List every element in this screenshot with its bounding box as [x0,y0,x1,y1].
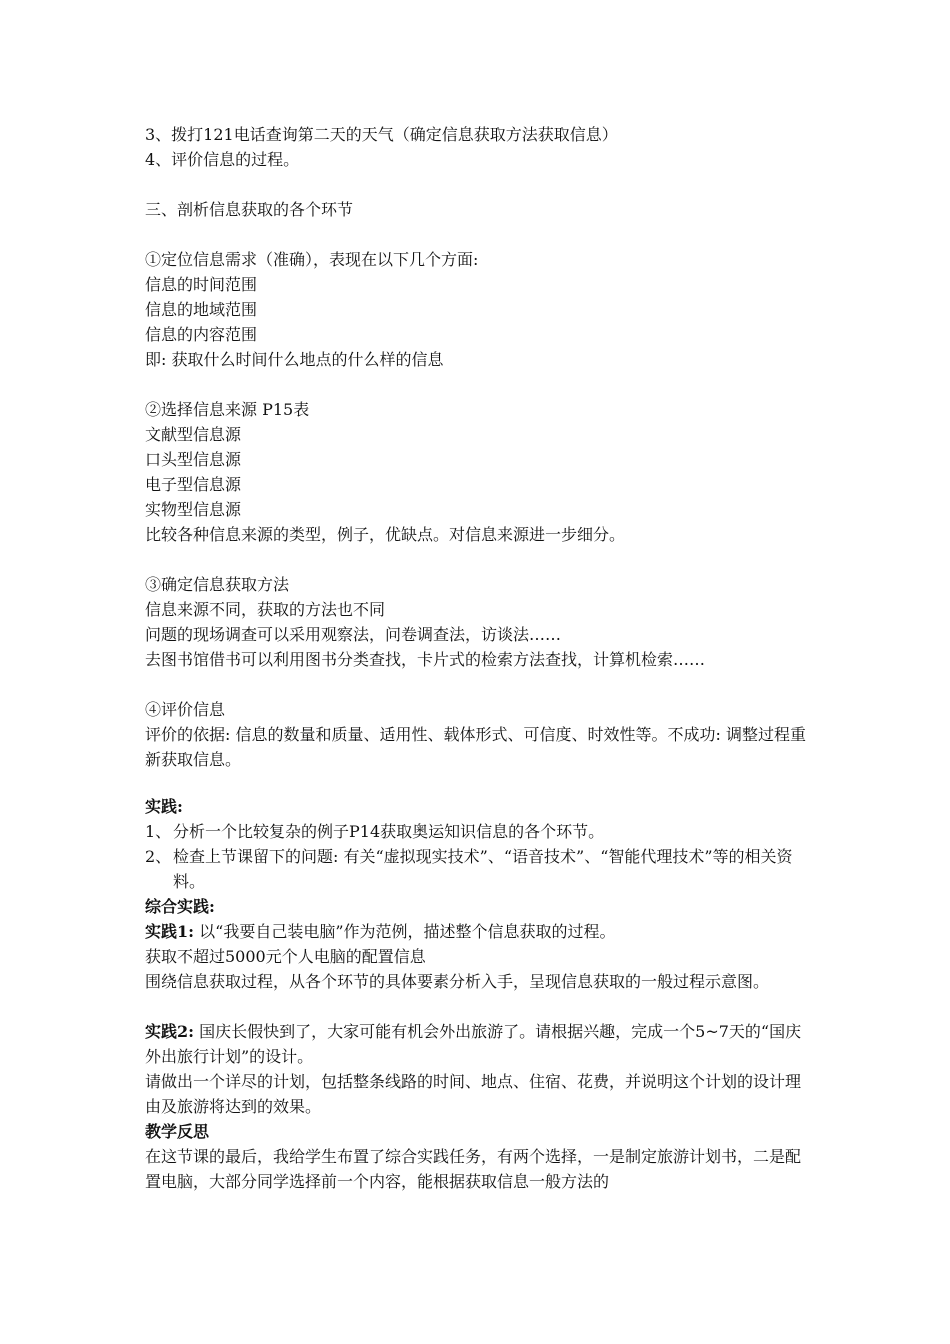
reflection-text: 在这节课的最后，我给学生布置了综合实践任务，有两个选择，一是制定旅游计划书，二是配置电脑，大部分同学选择前一个内容，能根据获取信息一般方法的 [145,1147,802,1191]
practice-2-text: 国庆长假快到了，大家可能有机会外出旅游了。请根据兴趣，完成一个5~7天的“国庆外出旅行计划”的设计。 [145,1022,802,1066]
part4-heading: ④评价信息 [145,700,226,719]
practice-1-label: 实践1: [145,922,195,941]
part4-text: 评价的依据: 信息的数量和质量、适用性、载体形式、可信度、时效性等。不成功: 调整过程重新获取信息。 [145,725,806,769]
part3-item: 信息来源不同，获取的方法也不同 [145,600,386,619]
part1-item: 信息的地域范围 [145,300,258,319]
practice-item-number: 2、 [145,847,172,866]
part2-summary: 比较各种信息来源的类型，例子，优缺点。对信息来源进一步细分。 [145,525,626,544]
practice-2-line2: 请做出一个详尽的计划，包括整条线路的时间、地点、住宿、花费，并说明这个计划的设计理由及旅游将达到的效果。 [145,1072,802,1116]
part1-item: 信息的时间范围 [145,275,258,294]
part2-item: 口头型信息源 [145,450,242,469]
part2-item: 实物型信息源 [145,500,242,519]
step-4: 4、评价信息的过程。 [145,150,300,169]
part3-item: 问题的现场调查可以采用观察法，问卷调查法，访谈法…… [145,625,562,644]
comprehensive-title: 综合实践: [145,897,215,916]
reflection-title: 教学反思 [145,1122,210,1141]
section-3-title: 三、剖析信息获取的各个环节 [145,200,354,219]
practice-item-text: 分析一个比较复杂的例子P14获取奥运知识信息的各个环节。 [173,822,605,841]
practice-1-text: 以“我要自己装电脑”作为范例，描述整个信息获取的过程。 [199,922,616,941]
practice-1-line3: 围绕信息获取过程，从各个环节的具体要素分析入手，呈现信息获取的一般过程示意图。 [145,972,770,991]
practice-item-2 [145,844,810,894]
practice-1 [145,919,810,944]
practice-item-number: 1、 [145,822,172,841]
part2-heading: ②选择信息来源 P15表 [145,400,310,419]
practice-2 [145,1019,810,1069]
part1-item: 信息的内容范围 [145,325,258,344]
practice-item-text: 检查上节课留下的问题: 有关“虚拟现实技术”、“语音技术”、“智能代理技术”等的相关资料。 [173,847,793,891]
practice-title: 实践: [145,797,183,816]
practice-item-1 [145,819,810,844]
part1-summary: 即: 获取什么时间什么地点的什么样的信息 [145,350,444,369]
practice-1-line2: 获取不超过5000元个人电脑的配置信息 [145,947,426,966]
part1-heading: ①定位信息需求（准确），表现在以下几个方面: [145,250,479,269]
practice-2-label: 实践2: [145,1022,195,1041]
part2-item: 文献型信息源 [145,425,242,444]
part3-item: 去图书馆借书可以利用图书分类查找，卡片式的检索方法查找，计算机检索…… [145,650,706,669]
document-page [145,122,810,1194]
part2-item: 电子型信息源 [145,475,242,494]
step-3: 3、拨打121电话查询第二天的天气（确定信息获取方法获取信息） [145,125,618,144]
part3-heading: ③确定信息获取方法 [145,575,290,594]
